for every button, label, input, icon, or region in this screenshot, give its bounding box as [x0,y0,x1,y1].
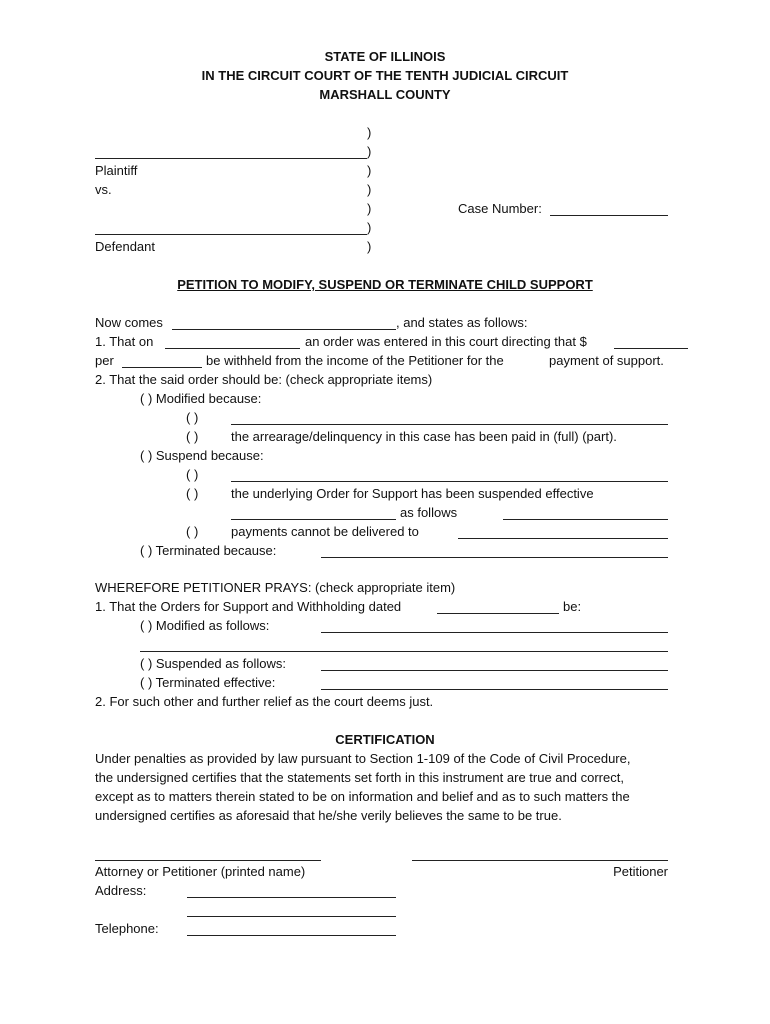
be-label: be: [563,599,582,614]
certification-line-3: except as to matters therein stated to be on information and belief and as to such matters the [95,789,630,804]
telephone-label: Telephone: [95,921,159,936]
petitioner-label: Petitioner [613,864,668,879]
suspended-as-follows-field[interactable] [503,519,668,520]
terminated-effective-checkbox[interactable]: ( ) Terminated effective: [140,675,276,690]
court-state: STATE OF ILLINOIS [324,49,446,64]
payments-delivered-field[interactable] [458,538,668,539]
petitioner-signature-field[interactable] [412,860,668,861]
terminated-reason-field[interactable] [321,557,668,558]
suspend-reason-checkbox[interactable]: ( ) [186,467,199,482]
wherefore-heading: WHEREFORE PETITIONER PRAYS: (check appropriate item) [95,580,456,595]
petition-title: PETITION TO MODIFY, SUSPEND OR TERMINATE CHILD SUPPORT [177,277,593,292]
orders-dated-field[interactable] [437,613,559,614]
defendant-label: Defendant [95,239,155,254]
underlying-order-checkbox[interactable]: ( ) [186,486,199,501]
per-period-field[interactable] [122,367,202,368]
wherefore-item1: 1. That the Orders for Support and Withholding dated [95,599,402,614]
attorney-label: Attorney or Petitioner (printed name) [95,864,306,879]
suspend-reason-field[interactable] [231,481,668,482]
item1-payment-text: payment of support. [549,353,664,368]
caption-paren: ) [367,201,372,216]
suspended-as-follows-checkbox[interactable]: ( ) Suspended as follows: [140,656,286,671]
order-date-field[interactable] [165,348,300,349]
attorney-name-field[interactable] [95,860,321,861]
caption-paren: ) [367,239,372,254]
amount-field[interactable] [614,348,688,349]
caption-paren: ) [367,163,372,178]
address-label: Address: [95,883,147,898]
address-field-2[interactable] [187,916,396,917]
vs-label: vs. [95,182,112,197]
modified-reason-checkbox[interactable]: ( ) [186,410,199,425]
payments-checkbox[interactable]: ( ) [186,524,199,539]
caption-paren: ) [367,144,372,159]
wherefore-item2: 2. For such other and further relief as the court deems just. [95,694,434,709]
caption-paren: ) [367,220,372,235]
petitioner-name-field[interactable] [172,329,396,330]
modified-reason-field[interactable] [231,424,668,425]
suspended-as-follows-field[interactable] [321,670,668,671]
terminated-because-checkbox[interactable]: ( ) Terminated because: [140,543,277,558]
as-follows-label: as follows [400,505,458,520]
modified-because-checkbox[interactable]: ( ) Modified because: [140,391,262,406]
caption-paren: ) [367,125,372,140]
arrearage-checkbox[interactable]: ( ) [186,429,199,444]
telephone-field[interactable] [187,935,396,936]
modified-as-follows-checkbox[interactable]: ( ) Modified as follows: [140,618,270,633]
item1-label: 1. That on [95,334,154,349]
certification-line-1: Under penalties as provided by law pursuant to Section 1-109 of the Code of Civil Procedure, [95,751,631,766]
certification-heading: CERTIFICATION [335,732,435,747]
per-label: per [95,353,114,368]
states-as-follows-label: , and states as follows: [396,315,528,330]
item1-text: an order was entered in this court directing that $ [305,334,587,349]
plaintiff-label: Plaintiff [95,163,138,178]
address-field-1[interactable] [187,897,396,898]
certification-line-4: undersigned certifies as aforesaid that he/she verily believes the same to be true. [95,808,562,823]
case-number-field[interactable] [550,215,668,216]
court-name: IN THE CIRCUIT COURT OF THE TENTH JUDICIAL CIRCUIT [201,68,569,83]
now-comes-label: Now comes [95,315,163,330]
caption-paren: ) [367,182,372,197]
arrearage-text: the arrearage/delinquency in this case has been paid in (full) (part). [231,429,617,444]
terminated-effective-field[interactable] [321,689,668,690]
suspended-effective-date-field[interactable] [231,519,396,520]
modified-as-follows-field-2[interactable] [140,651,668,652]
item1-withheld-text: be withheld from the income of the Petitioner for the [206,353,504,368]
plaintiff-name-line[interactable] [95,158,367,159]
item2-label: 2. That the said order should be: (check appropriate items) [95,372,433,387]
certification-line-2: the undersigned certifies that the statements set forth in this instrument are true and correct, [95,770,624,785]
payments-cannot-text: payments cannot be delivered to [231,524,419,539]
case-number-label: Case Number: [458,201,542,216]
defendant-name-line[interactable] [95,234,367,235]
suspend-because-checkbox[interactable]: ( ) Suspend because: [140,448,264,463]
modified-as-follows-field[interactable] [321,632,668,633]
court-county: MARSHALL COUNTY [319,87,451,102]
underlying-order-text: the underlying Order for Support has been suspended effective [231,486,594,501]
